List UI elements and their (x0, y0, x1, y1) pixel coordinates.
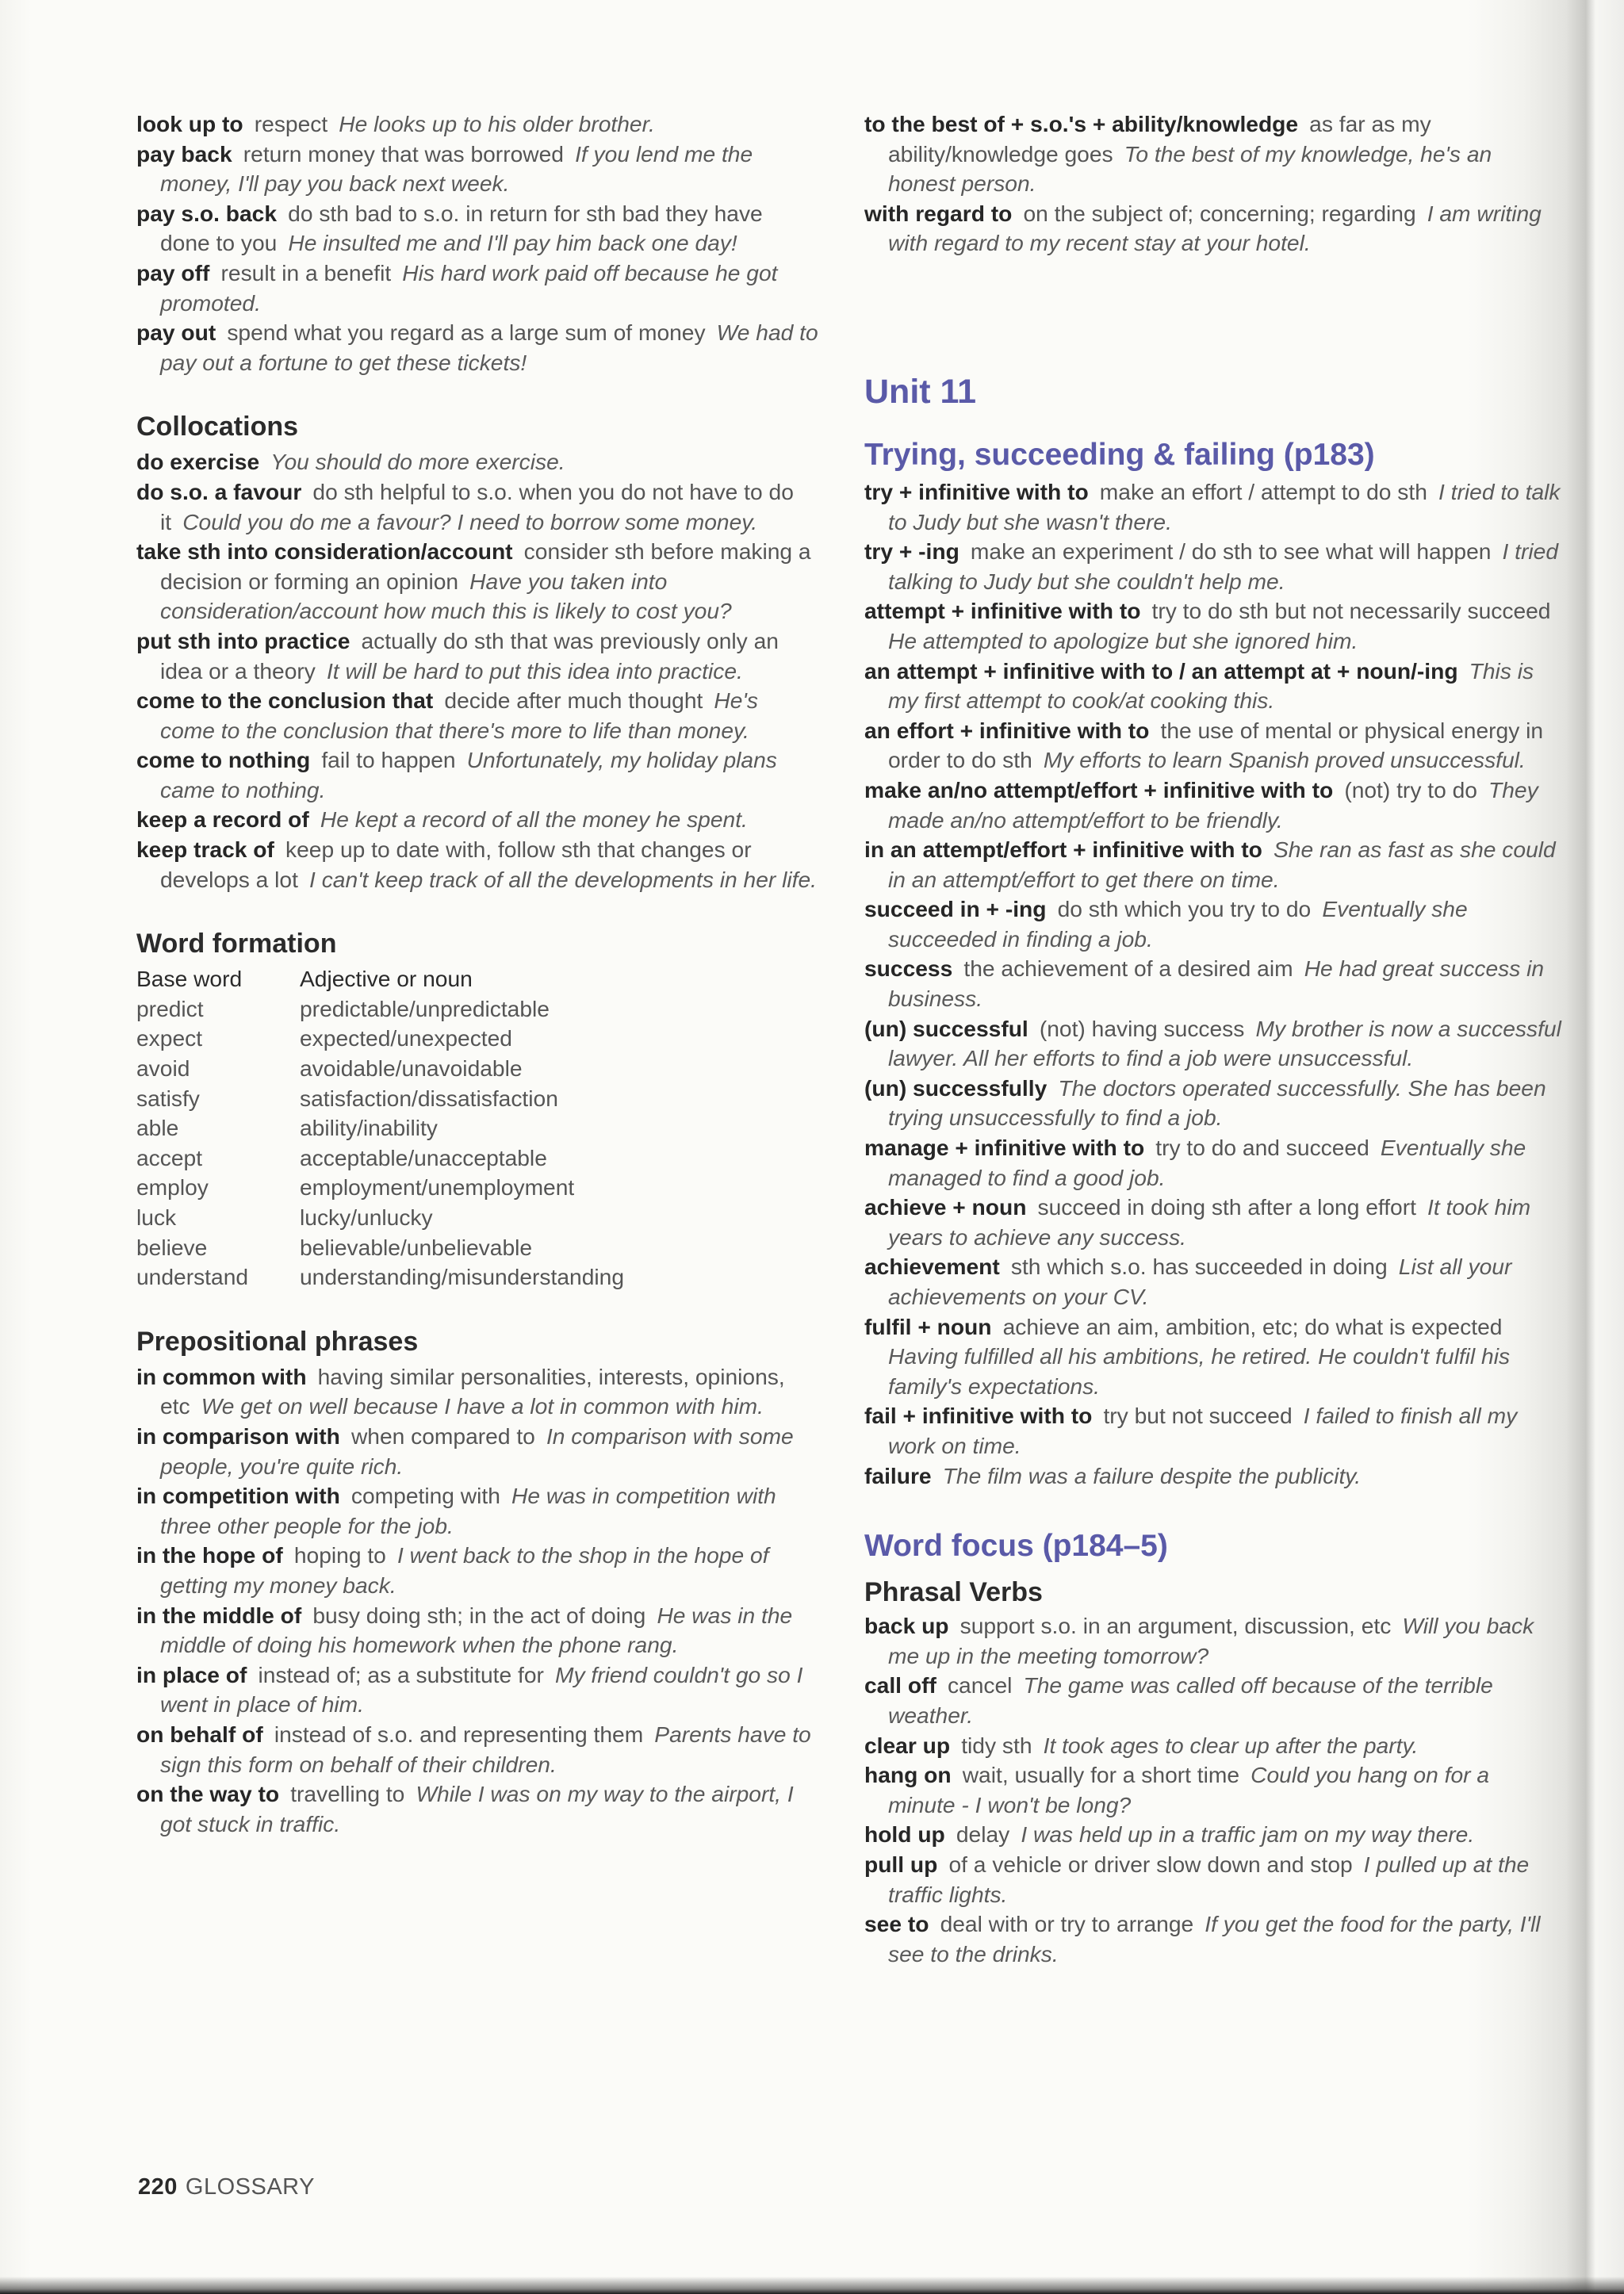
entry-example: His hard work paid off because he got promoted. (160, 259, 778, 316)
entry-example: If you lend me the money, I'll pay you back next week. (160, 140, 753, 197)
entry-example: You should do more exercise. (270, 449, 565, 475)
entry-definition: achieve an aim, ambition, etc; do what is expected (1002, 1313, 1503, 1339)
glossary-entry (864, 1401, 1562, 1461)
glossary-entry (136, 805, 818, 835)
glossary-entry (136, 745, 818, 805)
entry-definition: (not) having success (1039, 1015, 1245, 1041)
glossary-entry (136, 477, 818, 537)
word-formation-row (136, 1084, 624, 1114)
entry-example: I am writing with regard to my recent stay at your hotel. (888, 200, 1542, 256)
glossary-entry (136, 1422, 818, 1481)
section-title-trying: Trying, succeeding & failing (p183) (864, 437, 1375, 472)
entry-headword: success (864, 956, 953, 982)
entry-headword: pull up (864, 1851, 938, 1877)
entry-headword: to the best of + s.o.'s + ability/knowledge (864, 111, 1299, 136)
entry-example: I tried to talk to Judy but she wasn't there. (888, 478, 1561, 534)
derived-forms: employment/unemployment (300, 1174, 575, 1201)
word-formation-row (136, 1113, 624, 1143)
entry-definition: do sth which you try to do (1057, 896, 1312, 922)
word-formation-row (136, 1262, 624, 1293)
entry-headword: an attempt + infinitive with to / an attempt at + noun/-ing (864, 657, 1458, 684)
glossary-entry (136, 199, 818, 259)
glossary-entry (864, 835, 1562, 894)
entry-example: We get on well because I have a lot in common with him. (201, 1393, 764, 1419)
entry-example: He's come to the conclusion that there's more to life than money. (160, 687, 758, 743)
entry-headword: attempt + infinitive with to (864, 598, 1141, 624)
derived-forms: believable/unbelievable (300, 1234, 533, 1260)
glossary-entry (136, 835, 818, 894)
entry-headword: keep a record of (136, 806, 309, 833)
base-word-header: Base word (136, 966, 243, 992)
word-formation-row (136, 1203, 624, 1233)
base-word: avoid (136, 1055, 190, 1082)
entry-example: The game was called off because of the terrible weather. (888, 1672, 1493, 1728)
entry-headword: pay off (136, 259, 210, 285)
glossary-entry (864, 1671, 1562, 1730)
glossary-entry (136, 1541, 818, 1600)
glossary-entry (864, 894, 1562, 954)
entry-example: If you get the food for the party, I'll see to the drinks. (888, 1911, 1541, 1967)
glossary-entry (136, 109, 818, 140)
entry-headword: put sth into practice (136, 627, 350, 653)
word-formation-row (136, 1173, 624, 1203)
right-top-entries (864, 109, 1562, 259)
entry-example: He looks up to his older brother. (339, 111, 655, 136)
entry-headword: in competition with (136, 1483, 340, 1509)
entry-headword: clear up (864, 1732, 951, 1758)
entry-definition: the use of mental or physical energy in order to do sth (888, 717, 1544, 773)
entry-headword: on behalf of (136, 1721, 263, 1747)
entry-headword: (un) successful (864, 1015, 1028, 1041)
entry-headword: take sth into consideration/account (136, 538, 513, 565)
entry-definition: try but not succeed (1103, 1403, 1293, 1429)
glossary-entry (136, 1779, 818, 1839)
entry-definition: when compared to (350, 1423, 535, 1449)
word-formation-row (136, 994, 624, 1024)
derived-forms: lucky/unlucky (300, 1204, 433, 1230)
glossary-entry (136, 537, 818, 626)
entry-example: I went back to the shop in the hope of getting my money back. (160, 1542, 769, 1598)
word-formation-title: Word formation (136, 929, 337, 959)
prepositional-entries (136, 1362, 818, 1840)
glossary-entry (136, 1601, 818, 1660)
entry-example: I pulled up at the traffic lights. (888, 1851, 1530, 1907)
entry-definition: keep up to date with, follow sth that changes or develops a lot (160, 837, 752, 892)
word-formation-row (136, 1024, 624, 1054)
page-number: 220 (138, 2174, 178, 2200)
derived-forms: expected/unexpected (300, 1025, 512, 1051)
entry-definition: decide after much thought (444, 687, 703, 714)
entry-example: They made an/no attempt/effort to be friendly. (888, 776, 1538, 833)
entry-headword: do exercise (136, 449, 260, 475)
prepositional-phrases-title: Prepositional phrases (136, 1326, 419, 1357)
glossary-entry (864, 1820, 1562, 1850)
entry-example: My friend couldn't go so I went in place of him. (160, 1661, 803, 1718)
entry-definition: instead of s.o. and representing them (274, 1721, 644, 1747)
entry-headword: hang on (864, 1762, 952, 1788)
entry-headword: make an/no attempt/effort + infinitive with to (864, 776, 1334, 802)
entry-definition: travelling to (290, 1781, 405, 1807)
derived-forms: avoidable/unavoidable (300, 1055, 523, 1082)
entry-example: I can't keep track of all the developments in her life. (309, 866, 817, 892)
entry-headword: with regard to (864, 200, 1013, 226)
word-formation-row (136, 1143, 624, 1174)
glossary-entry (864, 657, 1562, 716)
glossary-entry (864, 1909, 1562, 1969)
entry-example: The film was a failure despite the publicity. (942, 1462, 1362, 1488)
entry-example: He kept a record of all the money he spent. (320, 806, 748, 833)
entry-definition: having similar personalities, interests, opinions, etc (160, 1363, 785, 1419)
entry-example: Could you hang on for a minute - I won't be long? (888, 1762, 1490, 1817)
entry-definition: instead of; as a substitute for (258, 1661, 544, 1687)
entry-example: My brother is now a successful lawyer. All her efforts to find a job were unsuccessful. (888, 1015, 1561, 1071)
base-word: accept (136, 1144, 203, 1170)
entry-definition: try to do sth but not necessarily succeed (1151, 598, 1551, 624)
entry-definition: competing with (350, 1483, 500, 1509)
entry-headword: on the way to (136, 1781, 280, 1807)
entry-headword: see to (864, 1911, 929, 1937)
right-column (864, 109, 1562, 1969)
entry-headword: keep track of (136, 837, 274, 863)
glossary-entry (864, 1760, 1562, 1820)
base-word: employ (136, 1174, 209, 1201)
entry-definition: sth which s.o. has succeeded in doing (1010, 1254, 1388, 1280)
adjective-noun-header: Adjective or noun (300, 966, 473, 992)
entry-example: It will be hard to put this idea into practice. (326, 657, 743, 684)
entry-definition: the achievement of a desired aim (963, 956, 1293, 982)
base-word: luck (136, 1204, 177, 1230)
entry-headword: in common with (136, 1363, 307, 1389)
entry-example: She ran as fast as she could in an attempt/effort to get there on time. (888, 837, 1556, 892)
entry-headword: in the hope of (136, 1542, 283, 1568)
glossary-entry (864, 716, 1562, 776)
entry-headword: (un) successfully (864, 1074, 1048, 1101)
entry-headword: do s.o. a favour (136, 478, 302, 504)
entry-definition: succeed in doing sth after a long effort (1037, 1194, 1416, 1220)
page-edge-shadow (0, 2277, 1624, 2294)
glossary-entry (136, 1660, 818, 1720)
glossary-entry (864, 1014, 1562, 1074)
derived-forms: acceptable/unacceptable (300, 1144, 547, 1170)
glossary-entry (864, 776, 1562, 835)
glossary-entry (864, 1461, 1562, 1492)
base-word: understand (136, 1264, 249, 1290)
entry-headword: failure (864, 1462, 932, 1488)
entry-example: Eventually she managed to find a good job. (888, 1135, 1526, 1190)
entry-definition: consider sth before making a decision or forming an opinion (160, 538, 811, 594)
entry-definition: busy doing sth; in the act of doing (312, 1602, 646, 1628)
entry-headword: fail + infinitive with to (864, 1403, 1093, 1429)
entry-definition: respect (254, 111, 328, 136)
entry-example: To the best of my knowledge, he's an honest person. (888, 140, 1492, 197)
word-focus-title: Word focus (p184–5) (864, 1529, 1168, 1564)
entry-headword: come to the conclusion that (136, 687, 434, 714)
entry-example: He was in the middle of doing his homework when the phone rang. (160, 1602, 793, 1658)
entry-definition: make an experiment / do sth to see what will happen (970, 538, 1492, 565)
entry-definition: actually do sth that was previously only an idea or a theory (160, 627, 779, 684)
entry-definition: cancel (947, 1672, 1013, 1698)
entry-example: I tried talking to Judy but she couldn't help me. (888, 538, 1559, 594)
glossary-entry (864, 954, 1562, 1013)
entry-example: He insulted me and I'll pay him back one day! (288, 230, 737, 256)
entry-headword: pay back (136, 140, 232, 167)
glossary-entry (864, 1133, 1562, 1193)
entry-example: He attempted to apologize but she ignored him. (888, 627, 1358, 653)
glossary-entry (136, 1362, 818, 1422)
entry-definition: as far as my ability/knowledge goes (888, 111, 1431, 167)
glossary-entry (136, 1481, 818, 1541)
entry-example: I was held up in a traffic jam on my way there. (1021, 1821, 1475, 1848)
entry-example: In comparison with some people, you're quite rich. (160, 1423, 794, 1479)
entry-headword: in an attempt/effort + infinitive with to (864, 837, 1262, 863)
entry-definition: of a vehicle or driver slow down and stop (948, 1851, 1353, 1877)
left-top-entries (136, 109, 818, 377)
entry-example: I failed to finish all my work on time. (888, 1403, 1518, 1458)
entry-example: It took ages to clear up after the party. (1043, 1732, 1419, 1758)
entry-definition: tidy sth (961, 1732, 1032, 1758)
glossary-entry (136, 447, 818, 477)
glossary-entry (864, 1850, 1562, 1909)
left-column (136, 109, 818, 1839)
entry-headword: in the middle of (136, 1602, 302, 1628)
entry-definition: make an effort / attempt to do sth (1099, 478, 1427, 504)
entry-definition: deal with or try to arrange (940, 1911, 1194, 1937)
entry-definition: spend what you regard as a large sum of money (227, 320, 706, 346)
glossary-entry (864, 596, 1562, 656)
entry-headword: fulfil + noun (864, 1313, 992, 1339)
word-formation-row (136, 1054, 624, 1084)
entry-definition: result in a benefit (220, 259, 392, 285)
page-footer (138, 2174, 315, 2200)
entry-example: We had to pay out a fortune to get these tickets! (160, 320, 818, 375)
base-word: believe (136, 1234, 208, 1260)
unit-title: Unit 11 (864, 372, 976, 411)
entry-definition: try to do and succeed (1155, 1135, 1369, 1161)
glossary-entry (864, 1252, 1562, 1312)
entry-headword: call off (864, 1672, 936, 1698)
entry-headword: come to nothing (136, 747, 311, 773)
base-word: predict (136, 995, 204, 1021)
entry-headword: in place of (136, 1661, 247, 1687)
entry-example: Unfortunately, my holiday plans came to nothing. (160, 747, 777, 802)
derived-forms: predictable/unpredictable (300, 995, 550, 1021)
entry-example: While I was on my way to the airport, I got stuck in traffic. (160, 1781, 794, 1836)
glossary-entry (864, 477, 1562, 537)
entry-definition: (not) try to do (1344, 776, 1477, 802)
entry-headword: try + -ing (864, 538, 959, 565)
derived-forms: ability/inability (300, 1115, 438, 1141)
glossary-entry (136, 259, 818, 318)
glossary-entry (136, 318, 818, 377)
glossary-entry (864, 1193, 1562, 1252)
entry-example: He was in competition with three other people for the job. (160, 1483, 776, 1538)
entry-headword: succeed in + -ing (864, 896, 1047, 922)
entry-example: Have you taken into consideration/account how much this is likely to cost you? (160, 568, 732, 624)
entry-headword: hold up (864, 1821, 945, 1848)
glossary-entry (864, 199, 1562, 259)
entry-definition: do sth bad to s.o. in return for sth bad they have done to you (160, 200, 763, 256)
glossary-entry (864, 1731, 1562, 1761)
entry-definition: delay (956, 1821, 1010, 1848)
entry-example: Will you back me up in the meeting tomorrow? (888, 1613, 1534, 1668)
glossary-entry (864, 109, 1562, 199)
glossary-entry (136, 140, 818, 199)
glossary-entry (864, 537, 1562, 596)
entry-headword: pay s.o. back (136, 200, 278, 226)
entry-example: List all your achievements on your CV. (888, 1254, 1512, 1309)
glossary-entry (136, 626, 818, 686)
entry-definition: return money that was borrowed (243, 140, 564, 167)
entry-example: Could you do me a favour? I need to borrow some money. (182, 508, 758, 534)
entry-definition: hoping to (293, 1542, 386, 1568)
entry-example: This is my first attempt to cook/at cooking this. (888, 657, 1534, 714)
entry-headword: achieve + noun (864, 1194, 1027, 1220)
derived-forms: satisfaction/dissatisfaction (300, 1085, 558, 1111)
glossary-entry (136, 686, 818, 745)
entry-example: My efforts to learn Spanish proved unsuccessful. (1043, 747, 1526, 773)
entry-headword: achievement (864, 1254, 1000, 1280)
glossary-entry (864, 1611, 1562, 1671)
glossary-entry (864, 1312, 1562, 1402)
collocations-entries (136, 447, 818, 894)
base-word: able (136, 1115, 179, 1141)
entry-headword: manage + infinitive with to (864, 1135, 1145, 1161)
base-word: satisfy (136, 1085, 200, 1111)
entry-example: Having fulfilled all his ambitions, he retired. He couldn't fulfil his family's expectations. (888, 1343, 1511, 1399)
entry-example: The doctors operated successfully. She has been trying unsuccessfully to find a job. (888, 1074, 1546, 1131)
phrasal-verbs-title: Phrasal Verbs (864, 1577, 1043, 1608)
entry-example: Eventually she succeeded in finding a job. (888, 896, 1468, 952)
unit-entries (864, 477, 1562, 1491)
entry-definition: on the subject of; concerning; regarding (1023, 200, 1416, 226)
entry-example: Parents have to sign this form on behalf of their children. (160, 1721, 811, 1777)
entry-definition: support s.o. in an argument, discussion, etc (959, 1613, 1392, 1639)
entry-definition: do sth helpful to s.o. when you do not have to do it (160, 478, 794, 534)
entry-example: It took him years to achieve any success. (888, 1194, 1531, 1250)
base-word: expect (136, 1025, 203, 1051)
entry-example: He had great success in business. (888, 956, 1545, 1012)
entry-headword: try + infinitive with to (864, 478, 1089, 504)
word-formation-row (136, 1233, 624, 1263)
footer-label: GLOSSARY (185, 2174, 315, 2200)
word-formation-table (136, 964, 624, 1293)
entry-headword: pay out (136, 320, 216, 346)
glossary-entry (136, 1720, 818, 1779)
glossary-entry (864, 1074, 1562, 1133)
entry-headword: in comparison with (136, 1423, 340, 1449)
collocations-title: Collocations (136, 412, 299, 442)
entry-definition: wait, usually for a short time (962, 1762, 1240, 1788)
entry-definition: fail to happen (321, 747, 456, 773)
entry-headword: an effort + infinitive with to (864, 717, 1150, 743)
entry-headword: look up to (136, 111, 243, 136)
phrasal-verbs-entries (864, 1611, 1562, 1969)
entry-headword: back up (864, 1613, 949, 1639)
derived-forms: understanding/misunderstanding (300, 1264, 624, 1290)
